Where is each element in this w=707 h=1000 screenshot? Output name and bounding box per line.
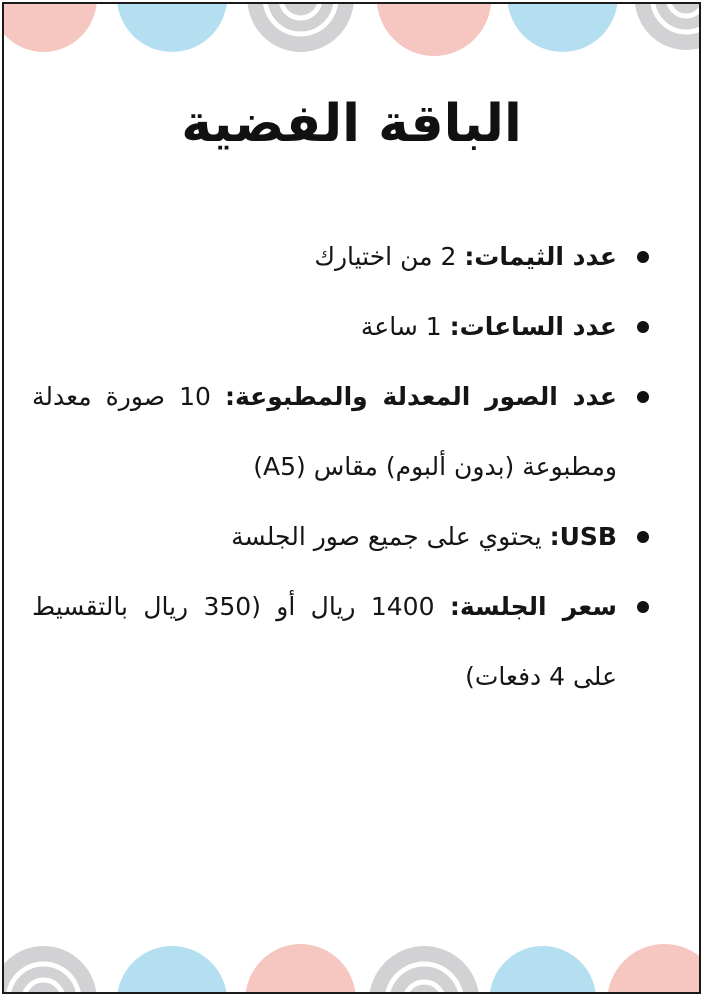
deco-circle-blue bbox=[507, 2, 618, 52]
decorative-circles-top bbox=[4, 2, 699, 80]
item-value: 2 من اختيارك bbox=[314, 242, 465, 271]
list-item-photos bbox=[32, 362, 675, 502]
deco-circle-blue bbox=[117, 946, 228, 994]
list-item-hours bbox=[32, 292, 675, 362]
deco-circle-pink bbox=[607, 944, 699, 994]
deco-circle-grey-ring bbox=[4, 946, 97, 994]
decorative-circles-bottom bbox=[4, 916, 699, 994]
deco-circle-grey-ring bbox=[635, 2, 699, 50]
deco-circle-blue bbox=[117, 2, 228, 52]
item-label: سعر الجلسة: bbox=[449, 592, 617, 621]
item-value: يحتوي على جميع صور الجلسة bbox=[231, 522, 550, 551]
page-title: الباقة الفضية bbox=[181, 94, 522, 154]
bullet-dot bbox=[637, 531, 649, 543]
deco-circle-pink bbox=[245, 944, 356, 994]
item-value: 1 ساعة bbox=[360, 312, 450, 341]
item-label: عدد الصور المعدلة والمطبوعة: bbox=[224, 382, 617, 411]
deco-circle-grey-ring bbox=[369, 946, 480, 994]
package-details-list bbox=[32, 222, 675, 712]
item-value: 10 صورة معدلة ومطبوعة (بدون ألبوم) مقاس (A5) bbox=[32, 382, 617, 481]
list-item-themes bbox=[32, 222, 675, 292]
bullet-dot bbox=[637, 601, 649, 613]
item-label: عدد الثيمات: bbox=[464, 242, 617, 271]
deco-circle-blue bbox=[489, 946, 596, 994]
item-value: 1400 ريال أو (350 ريال بالتقسيط على 4 دفعات) bbox=[32, 592, 617, 691]
bullet-dot bbox=[637, 251, 649, 263]
list-item-price bbox=[32, 572, 675, 712]
item-label: عدد الساعات: bbox=[449, 312, 617, 341]
bullet-dot bbox=[637, 321, 649, 333]
deco-circle-grey-ring bbox=[247, 2, 354, 52]
item-label: USB: bbox=[549, 522, 617, 551]
deco-circle-pink bbox=[377, 2, 492, 56]
page-frame bbox=[2, 2, 701, 994]
bullet-dot bbox=[637, 391, 649, 403]
list-item-usb bbox=[32, 502, 675, 572]
deco-circle-pink bbox=[4, 2, 97, 52]
